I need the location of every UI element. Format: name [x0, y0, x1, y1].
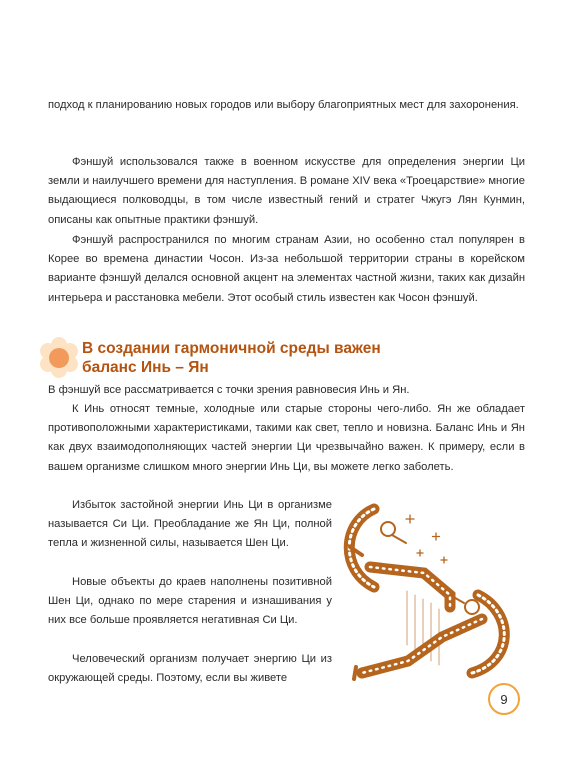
paragraph-2: Фэншуй использовался также в военном искусстве для определения энергии Ци земли и наилучшего времени для наступления. В романе XIV века «Троецарствие» многие выдающиеся полководцы, в том числе известный гений и стратег Чжугэ Лян Кунмин, описаны как опытные практики фэншуй. [48, 156, 525, 226]
yin-yang-figures-illustration [332, 495, 537, 690]
section-paragraph-4: Человеческий организм получает энергию Ци из окружающей среды. Поэтому, если вы живете [48, 653, 332, 685]
paragraph-3: Фэншуй распространился по многим странам Азии, но особенно стал популярен в Корее во времена династии Чосон. Из-за небольшой территории страны в корейском варианте фэншуй делался основной акцент на элементах частной жизни, таких как дизайн интерьера и расстановка мебели. Этот особый стиль известен как Чосон фэншуй. [48, 234, 525, 304]
section-intro: В фэншуй все рассматривается с точки зрения равновесия Инь и Ян. [48, 384, 410, 396]
section-heading: В создании гармоничной среды важен баланс Инь – Ян [82, 340, 381, 376]
section-paragraph-1: К Инь относят темные, холодные или старые стороны чего-либо. Ян же обладает противоположными характеристиками, такими как свет, тепло и новизна. Баланс Инь и Ян как двух взаимодополняющих частей энергии Ци чрезвычайно важен. К примеру, если в вашем организме слишком много энергии Инь Ци, вы можете легко заболеть. [48, 403, 525, 473]
paragraph-1: подход к планированию новых городов или выбору благоприятных мест для захоронения. [48, 99, 519, 111]
page-number: 9 [488, 683, 520, 715]
section-paragraph-3: Новые объекты до краев наполнены позитивной Шен Ци, однако по мере старения и изнашивания у них все больше проявляется негативная Си Ци. [48, 576, 332, 627]
section-paragraph-2: Избыток застойной энергии Инь Ци в организме называется Си Ци. Преобладание же Ян Ци, полной тепла и жизненной силы, называется Шен Ци. [48, 499, 332, 550]
flower-icon [38, 337, 80, 379]
